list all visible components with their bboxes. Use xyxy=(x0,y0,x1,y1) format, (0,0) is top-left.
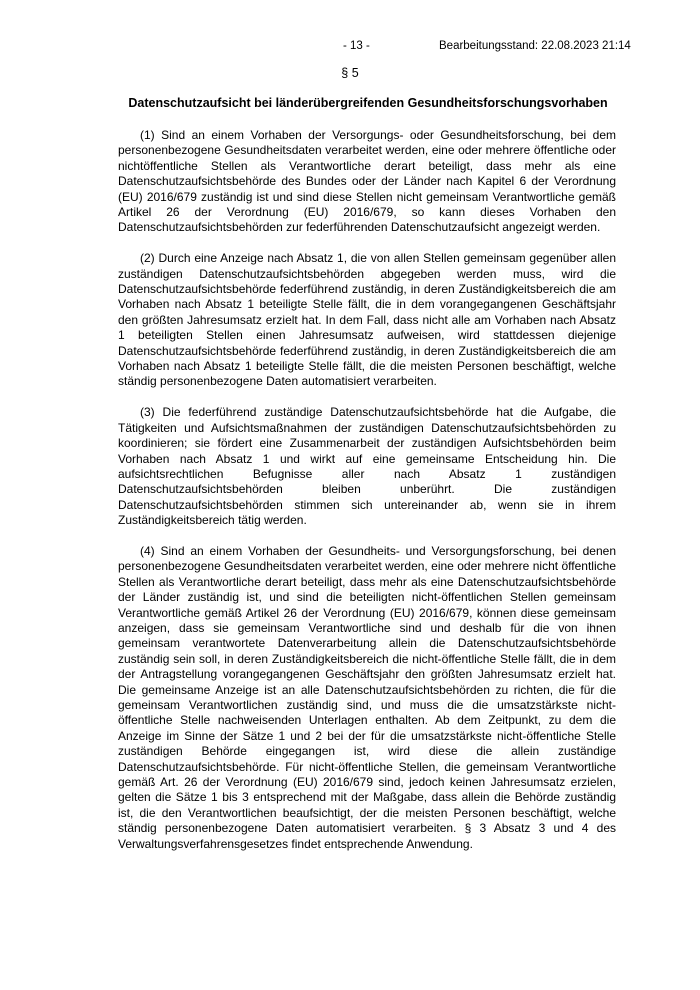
paragraph-1: (1) Sind an einem Vorhaben der Versorgungs- oder Gesundheitsforschung, bei dem personenbezogene Gesundheitsdaten verarbeitet werden, eine oder mehrere öffentliche oder nichtöffentliche Stellen als Verantwortliche derart beteiligt, dass mehr als eine Datenschutzaufsichtsbehörde des Bundes oder der Länder nach Kapitel 6 der Verordnung (EU) 2016/679 zuständig ist und sind diese Stellen nicht gemeinsam Verantwortliche gemäß Artikel 26 der Verordnung (EU) 2016/679, so kann dieses Vorhaben den Datenschutzaufsichtsbehörden zur federführenden Datenschutzaufsicht angezeigt werden. xyxy=(118,128,616,235)
section-body xyxy=(118,128,616,867)
paragraph-3: (3) Die federführend zuständige Datenschutzaufsichtsbehörde hat die Aufgabe, die Tätigkeiten und Aufsichtsmaßnahmen der zuständigen Datenschutzaufsichtsbehörden zu koordinieren; sie fördert eine Zusammenarbeit der zuständigen Aufsichtsbehörden beim Vorhaben nach Absatz 1 und wirkt auf eine gemeinsame Entscheidung hin. Die aufsichtsrechtlichen Befugnisse aller nach Absatz 1 zuständigen Datenschutzaufsichtsbehörden bleiben unberührt. Die zuständigen Datenschutzaufsichtsbehörden stimmen sich untereinander ab, wenn sie in ihrem Zuständigkeitsbereich tätig werden. xyxy=(118,405,616,528)
paragraph-4: (4) Sind an einem Vorhaben der Gesundheits- und Versorgungsforschung, bei denen personenbezogene Gesundheitsdaten verarbeitet werden, eine oder mehrere nicht öffentliche Stellen als Verantwortliche derart beteiligt, dass mehr als eine Datenschutzaufsichtsbehörde der Länder zuständig ist, und sind die beteiligten nicht-öffentlichen Stellen gemeinsam Verantwortliche gemäß Artikel 26 der Verordnung (EU) 2016/679, können diese gemeinsam anzeigen, dass sie gemeinsam Verantwortliche sind und deshalb für die von ihnen gemeinsam verantwortete Datenverarbeitung allein die Datenschutzaufsichtsbehörde zuständig sein soll, in deren Zuständigkeitsbereich die nicht-öffentliche Stelle fällt, die in dem der Antragstellung vorangegangenen Geschäftsjahr den größten Jahresumsatz erzielt hat. Die gemeinsame Anzeige ist an alle Datenschutzaufsichtsbehörden zu richten, die für die gemeinsam Verantwortlichen zuständig sind, und muss die die umsatzstärkste nicht-öffentliche Stelle nachweisenden Unterlagen enthalten. Ab dem Zeitpunkt, zu dem die Anzeige im Sinne der Sätze 1 und 2 bei der für die umsatzstärkste nicht-öffentliche Stelle zuständigen Behörde eingegangen ist, wird diese die allein zuständige Datenschutzaufsichtsbehörde. Für nicht-öffentliche Stellen, die gemeinsam Verantwortliche gemäß Art. 26 der Verordnung (EU) 2016/679 sind, jedoch keinen Jahresumsatz erzielen, gelten die Sätze 1 bis 3 entsprechend mit der Maßgabe, dass allein die Behörde zuständig ist, die den Verantwortlichen beaufsichtigt, der die meisten Personen beschäftigt, welche ständig personenbezogene Daten automatisiert verarbeiten. § 3 Absatz 3 und 4 des Verwaltungsverfahrensgesetzes findet entsprechende Anwendung. xyxy=(118,543,616,851)
section-number: § 5 xyxy=(341,66,359,80)
section-heading: Datenschutzaufsicht bei länderübergreifenden Gesundheitsforschungsvorhaben xyxy=(128,96,608,110)
page-number: - 13 - xyxy=(343,40,370,52)
paragraph-2: (2) Durch eine Anzeige nach Absatz 1, die von allen Stellen gemeinsam gegenüber allen zuständigen Datenschutzaufsichtsbehörden abgegeben werden muss, wird die Datenschutzaufsichtsbehörde federführend zuständig, in deren Zuständigkeitsbereich die am Vorhaben nach Absatz 1 beteiligte Stelle fällt, die in dem vorangegangenen Geschäftsjahr den größten Jahresumsatz erzielt hat. In dem Fall, dass nicht alle am Vorhaben nach Absatz 1 beteiligten Stellen einen Jahresumsatz aufweisen, wird stattdessen diejenige Datenschutzaufsichtsbehörde federführend zuständig, in deren Zuständigkeitsbereich die am Vorhaben nach Absatz 1 beteiligte Stelle fällt, die die meisten Personen beschäftigt, welche ständig personenbezogene Daten automatisiert verarbeiten. xyxy=(118,251,616,389)
edit-status: Bearbeitungsstand: 22.08.2023 21:14 xyxy=(439,40,631,52)
page-header xyxy=(0,40,700,56)
